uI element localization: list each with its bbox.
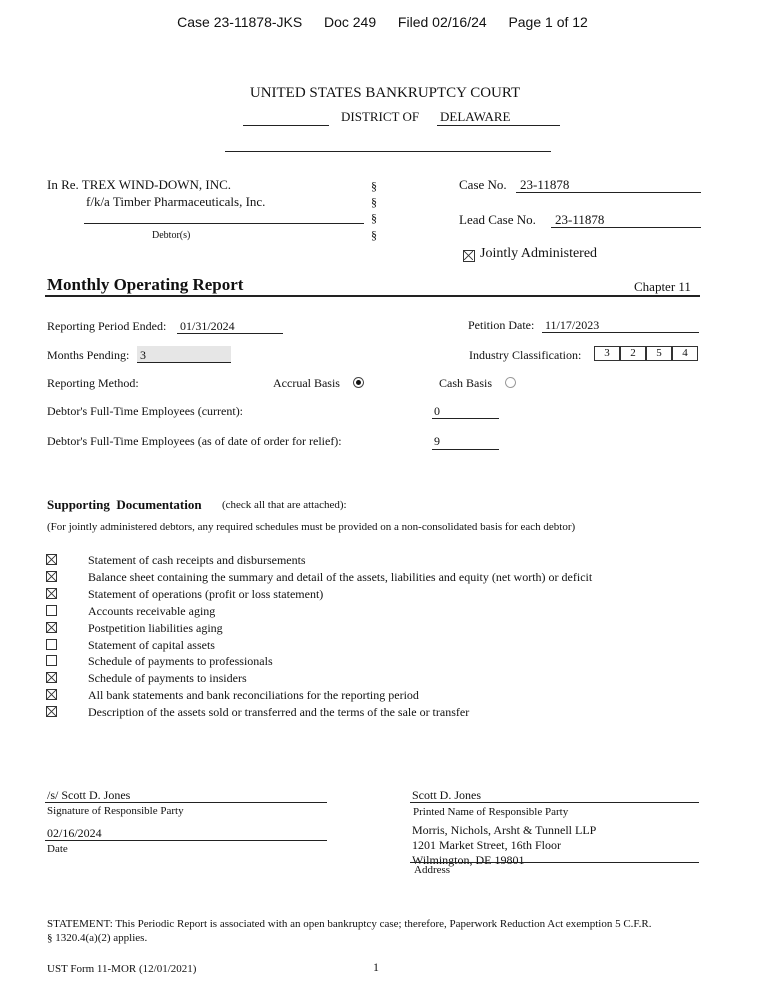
accrual-label: Accrual Basis xyxy=(273,376,340,390)
lead-case-value: 23-11878 xyxy=(555,212,605,227)
fka: f/k/a Timber Pharmaceuticals, Inc. xyxy=(86,194,266,209)
header-page: Page 1 of 12 xyxy=(508,14,588,30)
address-label: Address xyxy=(414,864,451,876)
months-label: Months Pending: xyxy=(47,348,130,362)
document-item-label: Statement of cash receipts and disbursements xyxy=(88,553,306,567)
document-item-label: Description of the assets sold or transferred and the terms of the sale or transfer xyxy=(88,705,470,720)
document-item-label: Schedule of payments to professionals xyxy=(88,654,273,669)
industry-digit-2: 2 xyxy=(620,346,646,361)
court-divider-line xyxy=(225,151,551,152)
petition-label: Petition Date: xyxy=(468,318,535,332)
court-title: UNITED STATES BANKRUPTCY COURT xyxy=(249,85,521,101)
petition-value: 11/17/2023 xyxy=(545,318,600,332)
industry-digit-4: 4 xyxy=(672,346,698,361)
district-label: DISTRICT OF xyxy=(341,109,420,124)
document-checkbox[interactable] xyxy=(46,706,57,717)
employees-relief-label: Debtor's Full-Time Employees (as of date of order for relief): xyxy=(47,434,342,448)
checked-x-icon xyxy=(47,673,56,682)
industry-digit-3: 5 xyxy=(646,346,672,361)
case-no-line xyxy=(516,192,701,193)
printed-name-line xyxy=(410,802,699,803)
printed-name-value: Scott D. Jones xyxy=(412,788,481,802)
petition-line xyxy=(542,332,699,333)
document-item-label: Balance sheet containing the summary and detail of the assets, liabilities and equity (net worth) or deficit xyxy=(88,569,593,584)
case-no-value: 23-11878 xyxy=(520,177,570,192)
accrual-radio[interactable] xyxy=(353,377,364,388)
document-checkbox[interactable] xyxy=(46,588,57,599)
cash-radio[interactable] xyxy=(505,377,516,388)
cash-label: Cash Basis xyxy=(439,376,493,390)
report-title: Monthly Operating Report xyxy=(47,275,244,294)
method-label: Reporting Method: xyxy=(47,376,139,390)
period-line xyxy=(177,333,283,334)
supporting-title: Supporting Documentation xyxy=(47,497,202,512)
header-case: Case 23-11878-JKS xyxy=(177,14,303,30)
in-re: In Re. TREX WIND-DOWN, INC. xyxy=(47,177,232,192)
lead-case-label: Lead Case No. xyxy=(459,212,536,227)
date-label: Date xyxy=(47,843,68,855)
checked-x-icon xyxy=(47,623,56,632)
document-item-label: Statement of operations (profit or loss statement) xyxy=(88,586,324,601)
months-value: 3 xyxy=(140,348,146,362)
employees-current-label: Debtor's Full-Time Employees (current): xyxy=(47,404,244,418)
signature-value: /s/ Scott D. Jones xyxy=(47,788,131,802)
checked-x-icon xyxy=(47,572,56,581)
section-symbol: § xyxy=(371,179,377,193)
supporting-note: (For jointly administered debtors, any required schedules must be provided on a non-consolidated basis for each debtor) xyxy=(47,521,576,533)
debtor-line xyxy=(84,223,364,224)
filing-header xyxy=(0,14,765,30)
employees-current-line xyxy=(432,418,499,419)
jointly-administered-checkbox[interactable] xyxy=(463,250,475,262)
address-line-2: 1201 Market Street, 16th Floor xyxy=(412,838,561,852)
jointly-administered-label: Jointly Administered xyxy=(480,246,598,261)
title-rule xyxy=(45,295,700,297)
lead-case-line xyxy=(551,227,701,228)
chapter-label: Chapter 11 xyxy=(634,279,691,294)
form-number: UST Form 11-MOR (12/01/2021) xyxy=(47,963,197,975)
employees-relief-line xyxy=(432,449,499,450)
document-item-label: Accounts receivable aging xyxy=(88,603,216,618)
date-line xyxy=(45,840,327,841)
months-field[interactable] xyxy=(137,346,231,363)
document-item-label: Postpetition liabilities aging xyxy=(88,620,223,635)
district-value: DELAWARE xyxy=(440,109,511,124)
document-checkbox[interactable] xyxy=(46,672,57,683)
document-checkbox[interactable] xyxy=(46,622,57,633)
debtor-label: Debtor(s) xyxy=(152,230,191,241)
district-value-line xyxy=(437,125,560,126)
statement-line-2: § 1320.4(a)(2) applies. xyxy=(47,932,148,944)
document-checkbox[interactable] xyxy=(46,639,57,650)
checked-x-icon xyxy=(464,251,473,260)
industry-digit-1: 3 xyxy=(594,346,620,361)
statement-line-1: STATEMENT: This Periodic Report is associated with an open bankruptcy case; therefore, Paperwork Reduction Act exemption 5 C.F.R. xyxy=(47,918,652,930)
printed-name-label: Printed Name of Responsible Party xyxy=(413,806,569,818)
checked-x-icon xyxy=(47,707,56,716)
document-checkbox[interactable] xyxy=(46,571,57,582)
signature-label: Signature of Responsible Party xyxy=(47,805,184,817)
header-doc: Doc 249 xyxy=(323,14,377,30)
signature-line xyxy=(45,802,327,803)
radio-selected-dot xyxy=(356,380,361,385)
address-line-1: Morris, Nichols, Arsht & Tunnell LLP xyxy=(412,823,597,837)
section-symbol: § xyxy=(371,211,377,225)
address-line-3: Wilmington, DE 19801 xyxy=(412,853,525,867)
document-checkbox[interactable] xyxy=(46,605,57,616)
supporting-check-note: (check all that are attached): xyxy=(222,499,347,511)
section-symbol: § xyxy=(371,195,377,209)
document-checkbox[interactable] xyxy=(46,554,57,565)
checked-x-icon xyxy=(47,555,56,564)
employees-relief-value: 9 xyxy=(434,434,440,448)
industry-label: Industry Classification: xyxy=(469,348,582,362)
document-item-label: Schedule of payments to insiders xyxy=(88,671,247,686)
district-blank-line xyxy=(243,125,329,126)
address-line xyxy=(410,862,699,863)
period-label: Reporting Period Ended: xyxy=(47,319,167,333)
employees-current-value: 0 xyxy=(434,404,440,418)
checked-x-icon xyxy=(47,690,56,699)
document-checkbox[interactable] xyxy=(46,689,57,700)
period-value: 01/31/2024 xyxy=(180,319,235,333)
page-number: 1 xyxy=(373,960,379,974)
document-item-label: Statement of capital assets xyxy=(88,637,215,652)
document-item-label: All bank statements and bank reconciliations for the reporting period xyxy=(88,688,419,703)
case-no-label: Case No. xyxy=(459,177,507,192)
date-value: 02/16/2024 xyxy=(47,826,102,840)
checked-x-icon xyxy=(47,589,56,598)
header-filed: Filed 02/16/24 xyxy=(397,14,487,30)
document-checkbox[interactable] xyxy=(46,655,57,666)
section-symbol: § xyxy=(371,228,377,242)
